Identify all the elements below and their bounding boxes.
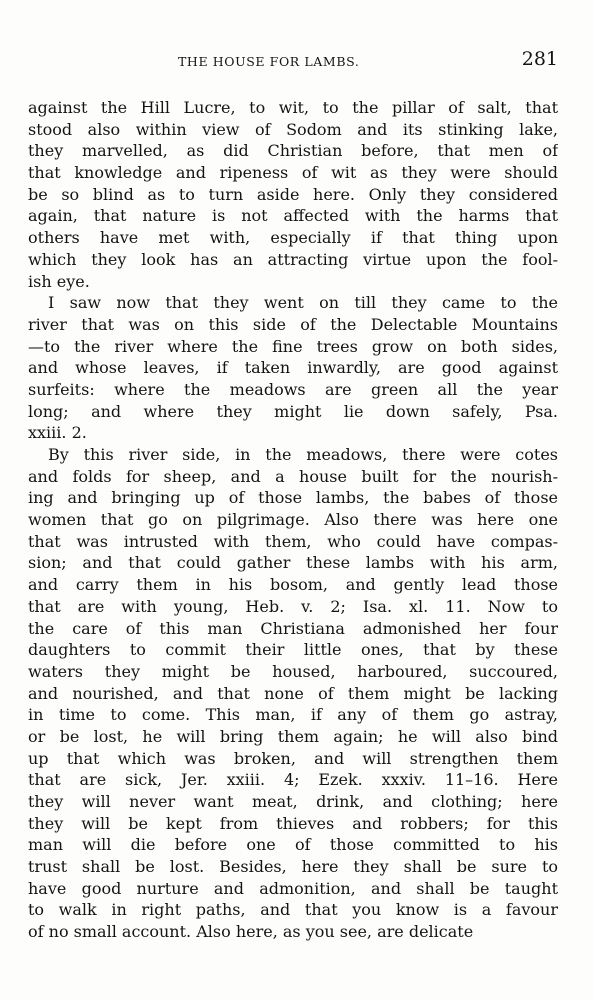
text-line: and folds for sheep, and a house built for the nourish- [28,466,558,486]
text-line: that are with young, Heb. v. 2; Isa. xl. 11. Now to [28,596,558,616]
text-line: and nourished, and that none of them might be lacking [28,683,558,703]
text-line: again, that nature is not affected with the harms that [28,206,558,226]
text-line: that are sick, Jer. xxiii. 4; Ezek. xxxiv. 11–16. Here [28,770,558,790]
running-head: THE HOUSE FOR LAMBS. [178,54,360,69]
text-line: ing and bringing up of those lambs, the babes of those [28,488,558,508]
text-line: daughters to commit their little ones, that by these [28,640,558,660]
text-line: ish eye. [28,271,90,291]
text-line: trust shall be lost. Besides, here they shall be sure to [28,857,558,877]
text-line: river that was on this side of the Delectable Mountains [28,314,558,334]
text-line: that knowledge and ripeness of wit as they were should [28,163,558,183]
text-line: they will never want meat, drink, and clothing; here [28,792,558,811]
text-line: have good nurture and admonition, and shall be taught [28,878,558,898]
text-line: surfeits: where the meadows are green all the year [28,379,558,399]
text-line: waters they might be housed, harboured, succoured, [28,661,558,681]
text-line: women that go on pilgrimage. Also there was here one [28,510,558,530]
text-line: others have met with, especially if that thing upon [28,228,558,248]
paragraph [28,292,558,444]
text-line: man will die before one of those committed to his [28,835,558,855]
text-line: that was intrusted with them, who could have compas- [28,531,558,551]
text-line: sion; and that could gather these lambs with his arm, [28,553,558,573]
page-number: 281 [521,48,558,70]
text-line: to walk in right paths, and that you know is a favour [28,900,558,920]
text-line: in time to come. This man, if any of them go astray, [28,705,558,725]
text-line: —to the river where the fine trees grow on both sides, [28,336,558,356]
text-line: I saw now that they went on till they came to the [48,293,558,313]
text-line: they will be kept from thieves and robbers; for this [28,813,558,833]
text-line: and carry them in his bosom, and gently lead those [28,575,558,595]
paragraph [28,97,558,292]
text-line: up that which was broken, and will strengthen them [28,748,558,768]
text-line: they marvelled, as did Christian before, that men of [28,141,558,161]
text-line: of no small account. Also here, as you see, are delicate [28,922,474,942]
page-header [28,48,558,76]
text-line: which they look has an attracting virtue upon the fool- [28,249,558,269]
paragraph [28,444,558,943]
text-line: or be lost, he will bring them again; he will also bind [28,726,558,746]
text-line: By this river side, in the meadows, there were cotes [48,445,558,464]
text-line: stood also within view of Sodom and its stinking lake, [28,119,558,139]
text-line: against the Hill Lucre, to wit, to the pillar of salt, that [28,98,558,117]
text-line: long; and where they might lie down safely, Psa. [28,401,558,421]
text-line: xxiii. 2. [28,423,87,443]
text-line: be so blind as to turn aside here. Only they considered [28,184,558,204]
body-text [28,97,558,943]
text-line: the care of this man Christiana admonished her four [28,618,558,638]
text-line: and whose leaves, if taken inwardly, are good against [28,358,558,378]
